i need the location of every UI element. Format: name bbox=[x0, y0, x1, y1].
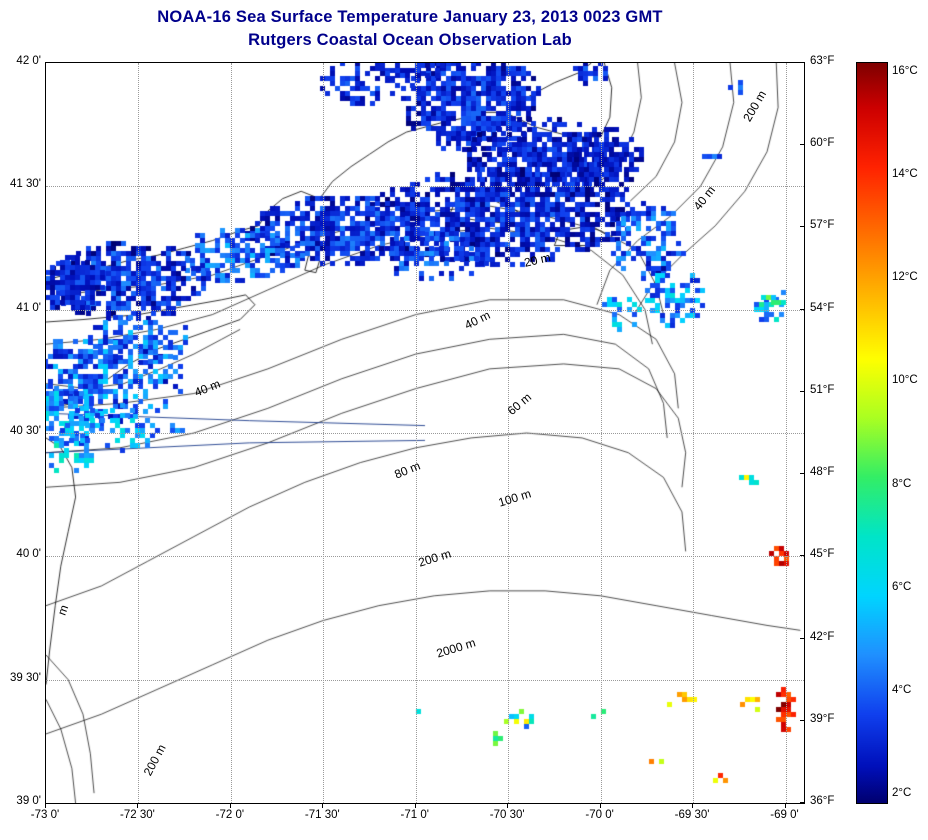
gridline-horizontal bbox=[46, 680, 804, 681]
axis-tick bbox=[600, 803, 601, 808]
fahrenheit-axis-label: 48°F bbox=[810, 466, 835, 479]
axis-tick bbox=[800, 473, 805, 474]
colorbar-tick-label: 8°C bbox=[892, 477, 912, 490]
bathymetry-contour-label: 40 m bbox=[192, 376, 223, 400]
latitude-label: 40 0' bbox=[16, 548, 41, 561]
fahrenheit-axis-label: 60°F bbox=[810, 137, 835, 150]
title-block bbox=[0, 6, 820, 52]
fahrenheit-axis-label: 39°F bbox=[810, 712, 835, 725]
fahrenheit-axis-label: 54°F bbox=[810, 301, 835, 314]
axis-tick bbox=[137, 803, 138, 808]
bathymetry-contour-label: 20 m bbox=[522, 250, 552, 270]
fahrenheit-axis-label: 51°F bbox=[810, 383, 835, 396]
axis-tick bbox=[800, 62, 805, 63]
bathymetry-contour-label: 100 m bbox=[496, 486, 533, 510]
bathymetry-contour-label: 200 m bbox=[416, 546, 453, 570]
longitude-label: -71 30' bbox=[304, 809, 340, 821]
axis-tick bbox=[800, 720, 805, 721]
bathymetry-contour-label: m bbox=[54, 602, 72, 618]
gridline-horizontal bbox=[46, 433, 804, 434]
axis-tick bbox=[800, 226, 805, 227]
page-subtitle: Rutgers Coastal Ocean Observation Lab bbox=[248, 31, 572, 49]
map-frame[interactable] bbox=[45, 62, 805, 804]
axis-tick bbox=[322, 803, 323, 808]
axis-tick bbox=[800, 309, 805, 310]
axis-tick bbox=[800, 638, 805, 639]
bathymetry-contour-label: 60 m bbox=[504, 390, 535, 418]
colorbar-tick-label: 16°C bbox=[892, 65, 918, 77]
longitude-label: -70 30' bbox=[489, 809, 525, 821]
fahrenheit-axis-label: 45°F bbox=[810, 548, 835, 561]
longitude-label: -69 30' bbox=[674, 809, 710, 821]
axis-tick bbox=[800, 391, 805, 392]
axis-tick bbox=[800, 555, 805, 556]
axis-tick bbox=[800, 144, 805, 145]
colorbar-tick-label: 6°C bbox=[892, 580, 912, 593]
fahrenheit-axis-label: 42°F bbox=[810, 630, 835, 643]
longitude-label: -69 0' bbox=[770, 809, 799, 821]
axis-tick bbox=[692, 803, 693, 808]
colorbar-tick-label: 4°C bbox=[892, 683, 912, 696]
axis-tick bbox=[230, 803, 231, 808]
fahrenheit-axis-label: 57°F bbox=[810, 219, 835, 232]
colorbar-tick-label: 12°C bbox=[892, 271, 918, 284]
colorbar-tick-label: 14°C bbox=[892, 168, 918, 181]
axis-tick bbox=[507, 803, 508, 808]
fahrenheit-axis-label: 36°F bbox=[810, 795, 835, 807]
bathymetry-contour-label: 40 m bbox=[690, 183, 719, 213]
bathymetry-contour-label: 200 m bbox=[140, 741, 169, 779]
bathymetry-contour-label: 40 m bbox=[462, 307, 493, 333]
bathymetry-contour-label: 2000 m bbox=[434, 635, 478, 661]
latitude-label: 40 30' bbox=[10, 425, 41, 437]
bathymetry-contour-label: 80 m bbox=[392, 458, 423, 482]
longitude-label: -71 0' bbox=[400, 809, 429, 821]
latitude-label: 41 30' bbox=[10, 178, 41, 191]
longitude-label: -70 0' bbox=[585, 809, 614, 821]
latitude-label: 39 0' bbox=[16, 795, 41, 807]
gridline-horizontal bbox=[46, 186, 804, 187]
colorbar bbox=[856, 62, 888, 804]
colorbar-tick-label: 10°C bbox=[892, 374, 918, 387]
bathymetry-contour-label: 200 m bbox=[740, 88, 770, 124]
axis-tick bbox=[800, 802, 805, 803]
fahrenheit-axis-label: 63°F bbox=[810, 55, 835, 67]
colorbar-tick-label: 2°C bbox=[892, 787, 912, 799]
longitude-label: -72 0' bbox=[215, 809, 245, 821]
axis-tick bbox=[45, 803, 46, 808]
longitude-label: -73 0' bbox=[30, 809, 60, 821]
longitude-label: -72 30' bbox=[120, 809, 155, 821]
page-title: NOAA-16 Sea Surface Temperature January 23, 2013 0023 GMT bbox=[157, 8, 663, 26]
latitude-label: 41 0' bbox=[16, 301, 41, 314]
axis-tick bbox=[415, 803, 416, 808]
gridline-horizontal bbox=[46, 310, 804, 311]
latitude-label: 39 30' bbox=[10, 671, 41, 684]
axis-tick bbox=[785, 803, 786, 808]
latitude-label: 42 0' bbox=[16, 55, 41, 67]
colorbar-gradient bbox=[857, 63, 887, 803]
